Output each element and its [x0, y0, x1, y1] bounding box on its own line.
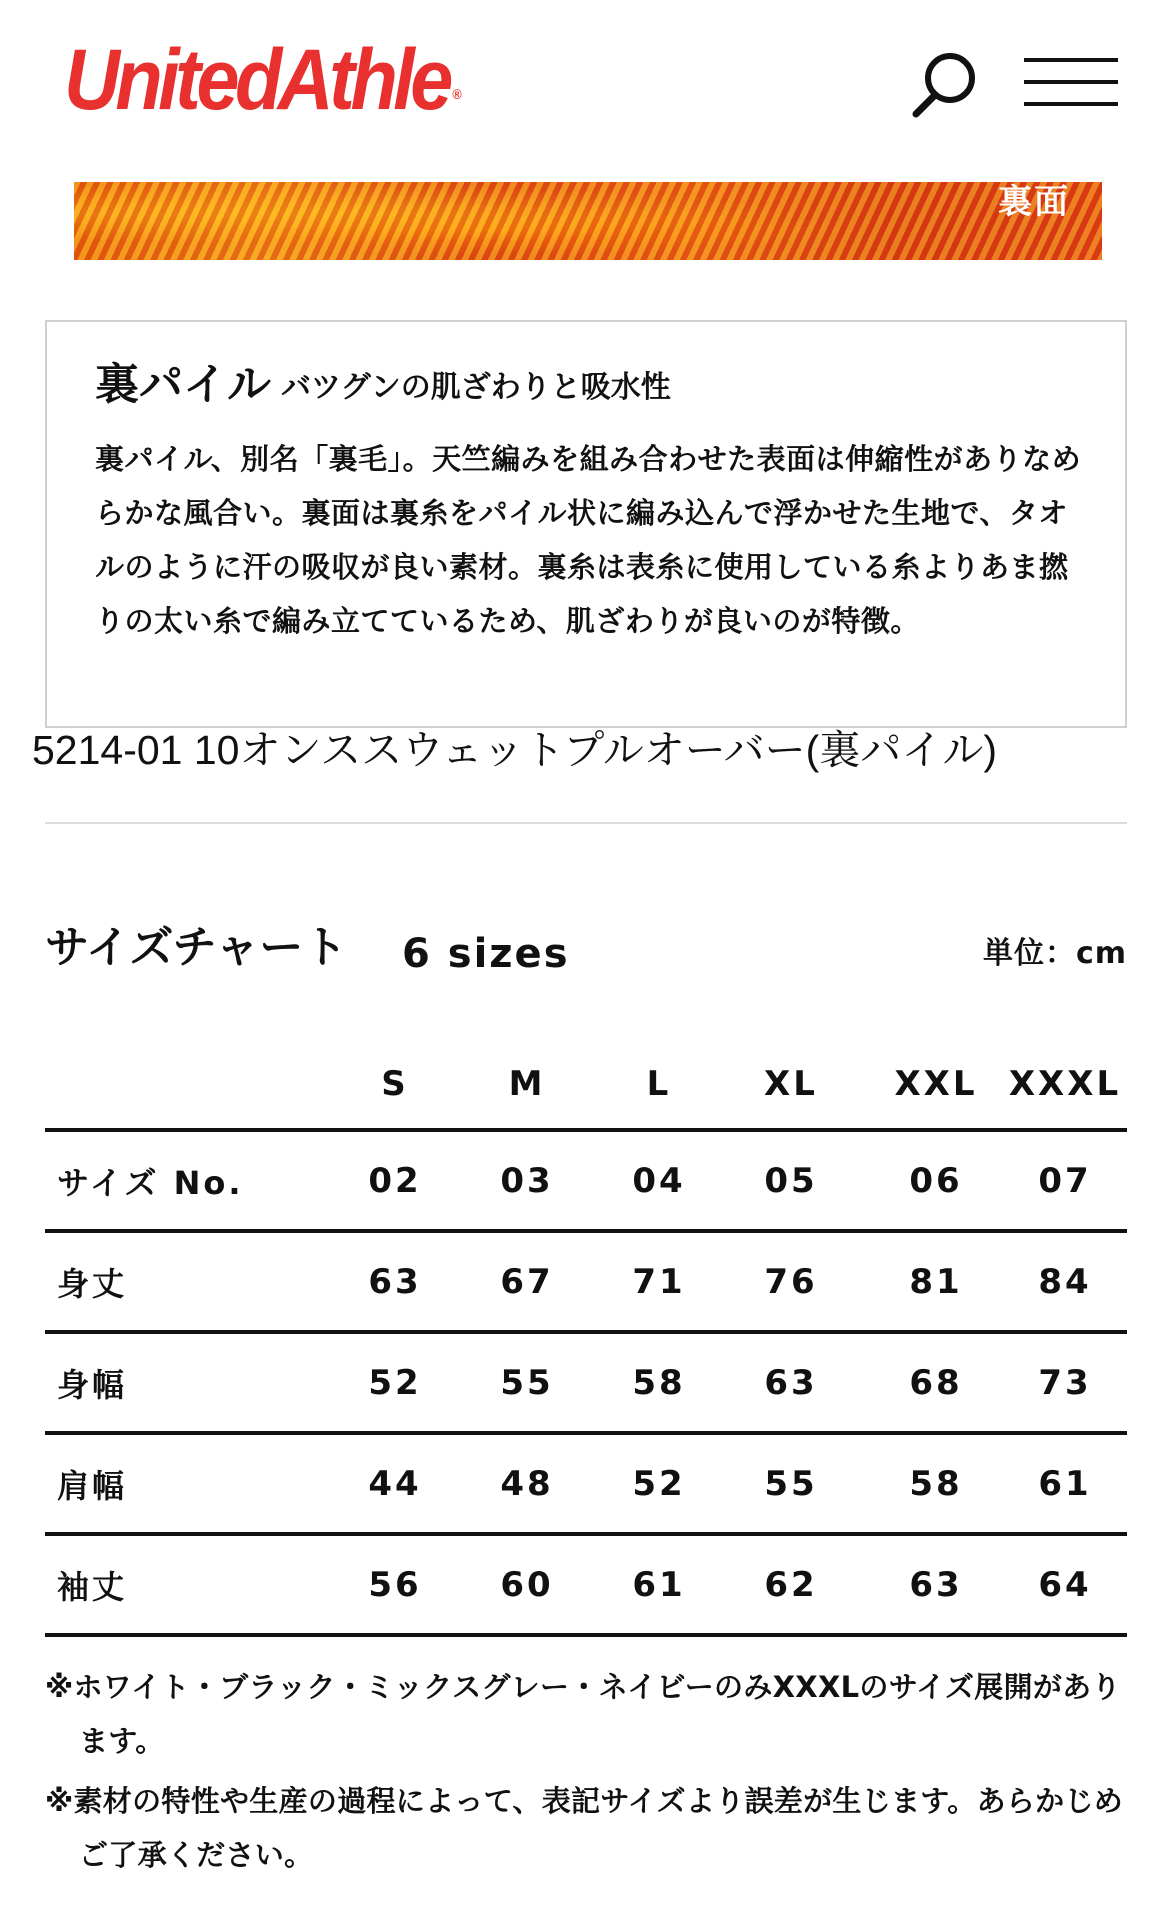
- table-cell: 76: [764, 1261, 818, 1302]
- hamburger-line: [1024, 80, 1118, 84]
- table-cell: 63: [368, 1261, 422, 1302]
- registered-mark: ®: [452, 86, 462, 102]
- fabric-back-label: 裏面: [998, 182, 1070, 222]
- table-cell: 04: [632, 1160, 686, 1201]
- table-cell: 02: [368, 1160, 422, 1201]
- fabric-back-image: [74, 182, 1102, 260]
- table-cell: 71: [632, 1261, 686, 1302]
- table-cell: 58: [632, 1362, 686, 1403]
- table-cell: 44: [368, 1463, 422, 1504]
- hamburger-menu-icon: [1024, 58, 1118, 62]
- hamburger-line: [1024, 102, 1118, 106]
- row-label: 肩幅: [57, 1466, 128, 1505]
- size-unit: 単位：cm: [982, 936, 1127, 971]
- size-header-cell: XXL: [894, 1064, 978, 1104]
- table-cell: 84: [1038, 1261, 1092, 1302]
- row-label: 身幅: [57, 1365, 128, 1404]
- table-row: [45, 1435, 1127, 1536]
- table-cell: 55: [500, 1362, 554, 1403]
- fabric-info-body: 裏パイル、別名「裏毛」。天竺編みを組み合わせた表面は伸縮性がありなめらかな風合い。裏面は裏糸をパイル状に編み込んで浮かせた生地で、タオルのように汗の吸収が良い素材。裏糸は表糸に使用している糸よりあま撚りの太い糸で編み立てているため、肌ざわりが良いのが特徴。: [95, 442, 1082, 638]
- row-label: 袖丈: [57, 1567, 128, 1606]
- table-cell: 63: [764, 1362, 818, 1403]
- table-cell: 60: [500, 1564, 554, 1605]
- size-header-cell: S: [381, 1064, 409, 1104]
- size-note: ※素材の特性や生産の過程によって、表記サイズより誤差が生じます。あらかじめご了承ください。: [45, 1784, 1124, 1872]
- size-header-row: [45, 1040, 1127, 1132]
- size-header-cell: L: [646, 1064, 672, 1104]
- table-row: [45, 1233, 1127, 1334]
- table-cell: 61: [632, 1564, 686, 1605]
- table-cell: 07: [1038, 1160, 1092, 1201]
- logo-text: UnitedAthle: [64, 32, 449, 128]
- size-header-cell: XXXL: [1008, 1064, 1122, 1104]
- table-row: [45, 1132, 1127, 1233]
- row-label: サイズ No.: [57, 1163, 244, 1202]
- size-header-cell: M: [508, 1064, 546, 1104]
- table-cell: 03: [500, 1160, 554, 1201]
- fabric-info-subtitle: バツグンの肌ざわりと吸水性: [281, 370, 671, 405]
- fabric-info-box: [45, 320, 1127, 728]
- table-cell: 56: [368, 1564, 422, 1605]
- hamburger-menu-button[interactable]: [1024, 58, 1118, 106]
- table-cell: 61: [1038, 1463, 1092, 1504]
- table-cell: 63: [909, 1564, 963, 1605]
- product-title: 5214-01 10オンススウェットプルオーバー(裏パイル): [32, 727, 997, 773]
- table-cell: 06: [909, 1160, 963, 1201]
- size-header-cell: XL: [764, 1064, 818, 1104]
- size-note: ※ホワイト・ブラック・ミックスグレー・ネイビーのみXXXLのサイズ展開があります。: [45, 1670, 1121, 1758]
- united-athle-logo[interactable]: [64, 30, 462, 130]
- table-row: [45, 1334, 1127, 1435]
- table-cell: 55: [764, 1463, 818, 1504]
- site-header: [0, 0, 1161, 160]
- table-cell: 67: [500, 1261, 554, 1302]
- table-cell: 58: [909, 1463, 963, 1504]
- table-cell: 68: [909, 1362, 963, 1403]
- table-cell: 52: [368, 1362, 422, 1403]
- table-cell: 48: [500, 1463, 554, 1504]
- size-chart-title: サイズチャート: [45, 922, 348, 973]
- table-cell: 73: [1038, 1362, 1092, 1403]
- table-cell: 05: [764, 1160, 818, 1201]
- table-cell: 81: [909, 1261, 963, 1302]
- fabric-info-title: 裏パイル: [95, 359, 271, 410]
- table-cell: 52: [632, 1463, 686, 1504]
- row-label: 身丈: [57, 1264, 128, 1303]
- table-row: [45, 1536, 1127, 1637]
- section-divider: [45, 822, 1127, 824]
- size-notes: [45, 1660, 1135, 1888]
- search-button[interactable]: [908, 46, 982, 120]
- table-cell: 64: [1038, 1564, 1092, 1605]
- search-icon: [908, 46, 982, 120]
- table-cell: 62: [764, 1564, 818, 1605]
- size-chart-table: [45, 1040, 1127, 1637]
- size-count: 6 sizes: [402, 931, 570, 977]
